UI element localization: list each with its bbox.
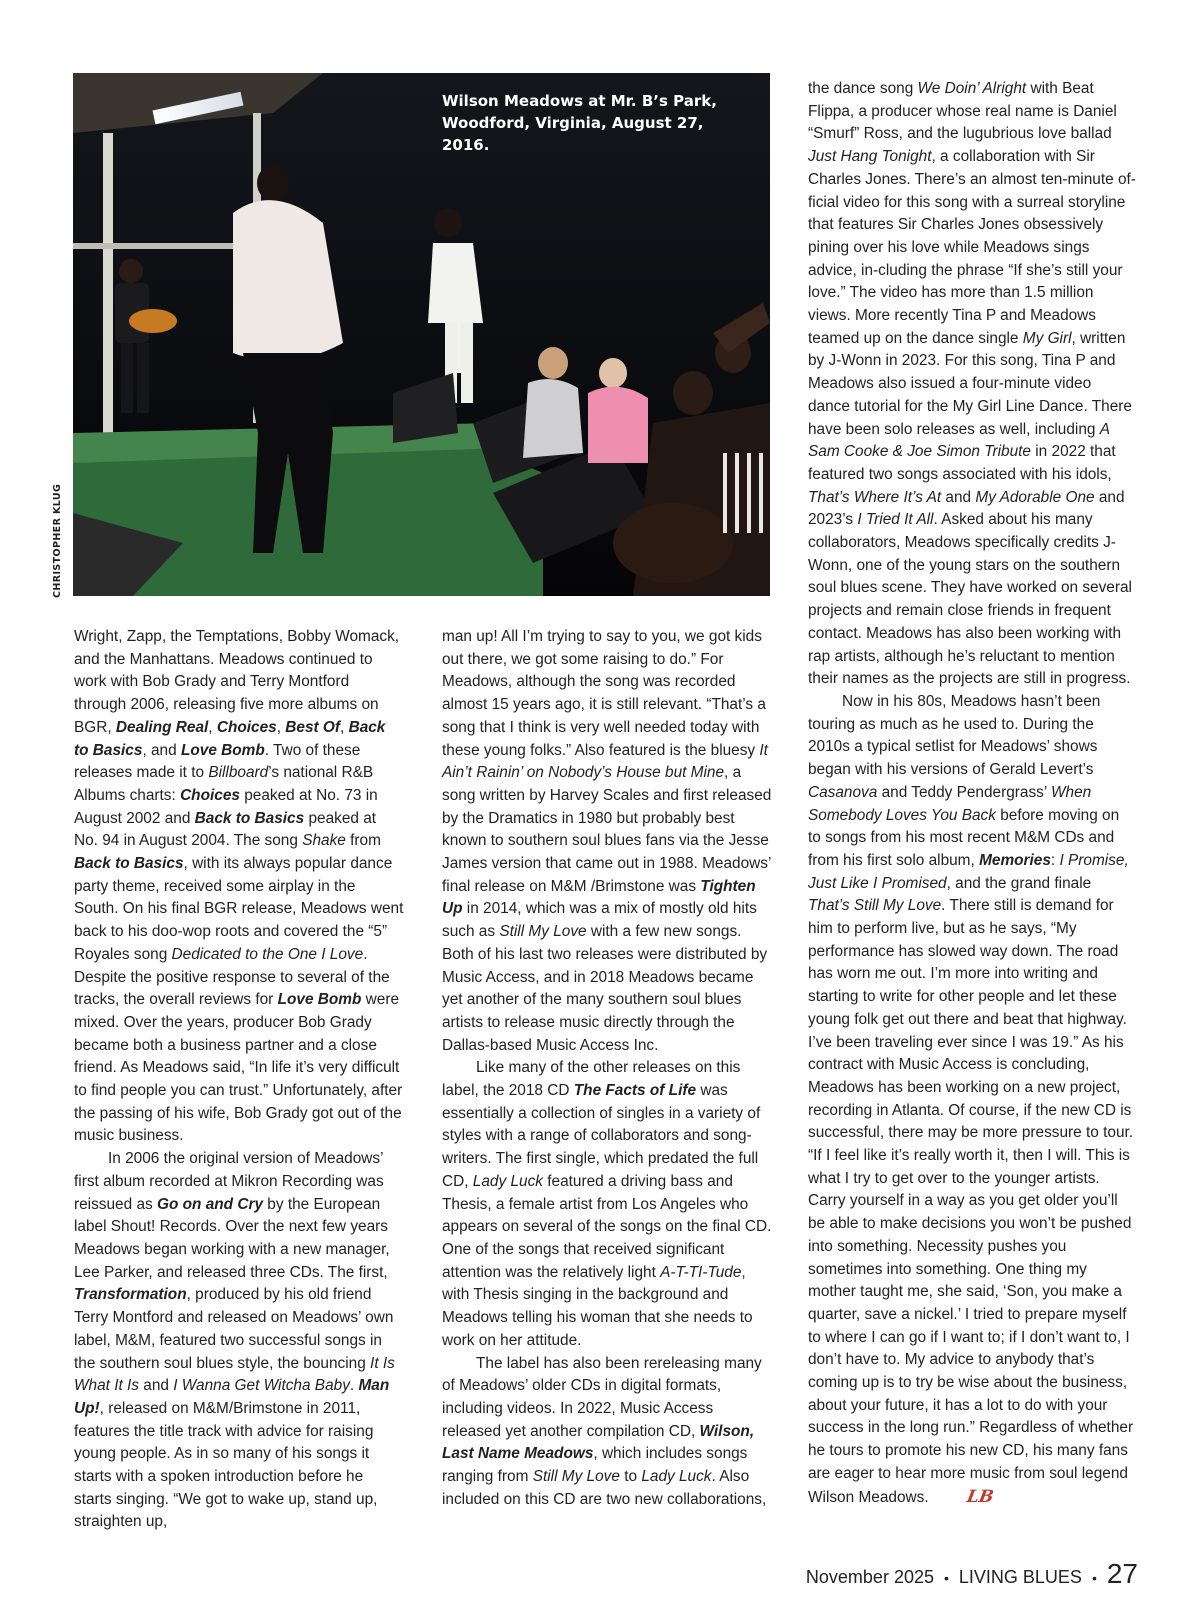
italic-title: Dedicated to the One I Love (171, 945, 364, 963)
text-run: featured a driving bass and Thesis, a female artist from Los Angeles who appears on several of the songs on the final CD. One of the songs that received significant attention was the relatively light (442, 1172, 772, 1281)
paragraph-text (808, 693, 1133, 1506)
text-run: by the European label Shout! Records. Over the next few years Meadows began working with a new manager, Lee Parker, and released three CDs. The first, (74, 1195, 390, 1281)
paragraph (74, 626, 404, 1148)
bold-italic-title: Back to Basics (74, 855, 184, 873)
italic-title: I Promise, Just Like I Promised (808, 851, 1129, 892)
italic-title: Just Hang Tonight (808, 148, 932, 166)
page-footer (806, 1558, 1138, 1590)
paragraph (808, 78, 1136, 691)
paragraph (442, 1353, 772, 1512)
article-column-1 (74, 626, 404, 1534)
bold-italic-title: The Facts of Life (573, 1082, 697, 1100)
text-run: Now in his 80s, Meadows hasn’t been touring as much as he used to. During the 2010s a typical setlist for Meadows’ shows began with his versions of Gerald Levert’s (808, 692, 1101, 779)
text-run: with Beat Flippa, a producer whose real name is Daniel “Smurf” Ross, and the lugubrious love ballad (808, 80, 1117, 143)
separator-bullet: • (943, 1570, 949, 1586)
issue-date: November 2025 (805, 1567, 934, 1587)
bold-italic-title: Memories (979, 851, 1051, 869)
text-run: in 2014, which was a mix of mostly old hits such as (442, 900, 757, 941)
text-run: , with its always popular dance party theme, received some airplay in the South. On his final BGR release, Meadows went back to his doo-wop roots and covered the “5” Royales song (74, 855, 404, 963)
bold-italic-title: Choices (180, 786, 240, 804)
italic-title: My Girl (1022, 329, 1072, 347)
magazine-name: LIVING BLUES (958, 1567, 1082, 1587)
italic-title: We Doin’ Alright (917, 80, 1027, 97)
end-mark-logo: LB (964, 1486, 995, 1507)
text-run: . Two of these releases made it to (74, 741, 361, 782)
article-column-3 (808, 78, 1136, 1509)
text-run: , released on M&M/Brimstone in 2011, features the title track with advice for raising young people. As in so many of his songs it starts with a spoken introduction before he starts singing. “We got to wake up, stand up, straighten up, (74, 1399, 378, 1531)
bold-italic-title: Back to Basics (74, 718, 386, 759)
text-run: . (349, 1377, 359, 1395)
italic-title: A-T-TI-Tude (660, 1263, 742, 1281)
separator-bullet: • (1091, 1570, 1097, 1586)
text-run: , (340, 718, 349, 736)
text-run: , (276, 718, 286, 736)
bold-italic-title: Man Up! (74, 1377, 390, 1417)
text-run: , and the grand finale (946, 874, 1092, 892)
italic-title: When Somebody Loves You Back (808, 783, 1092, 824)
text-run: the dance song (808, 80, 918, 97)
italic-title: Lady Luck (641, 1468, 712, 1486)
bold-italic-title: Transformation (74, 1286, 187, 1304)
bold-italic-title: Best Of (285, 718, 341, 736)
paragraph (442, 626, 772, 1057)
text-run: and 2023’s (808, 488, 1125, 529)
italic-title: Casanova (808, 783, 878, 801)
text-run: , a song written by Harvey Scales and first released by the Dramatics in 1980 but probably best known to southern soul blues fans via the Jesse James version that came out in 1988. Meadows’ final release on M&M /Brimstone was (442, 764, 772, 895)
photo-credit: CHRISTOPHER KLUG (52, 483, 63, 598)
bold-italic-title: Go on and Cry (156, 1195, 264, 1213)
text-run: , written by J-Wonn in 2023. For this song, Tina P and Meadows also issued a four-minute video dance tutorial for the My Girl Line Dance. There have been solo releases as well, including (808, 329, 1132, 438)
italic-title: It Ain’t Rainin’ on Nobody’s House but Mine (442, 741, 768, 782)
italic-title: Still My Love (532, 1468, 620, 1486)
text-run: and (139, 1377, 174, 1395)
text-run: The label has also been rereleasing many of Meadows’ older CDs in digital formats, including videos. In 2022, Music Access released yet another compilation CD, (442, 1354, 762, 1440)
text-run: Like many of the other releases on this label, the 2018 CD (442, 1059, 741, 1100)
text-run: in 2022 that featured two songs associated with his idols, (808, 443, 1116, 483)
bold-italic-title: Love Bomb (277, 991, 362, 1009)
text-run: . There still is demand for him to perform live, but as he says, “My performance has slowed way down. The road has worn me out. I’m more into writing and starting to write for other people and let these young folk get out there and beat that highway. I’ve been traveling ever since I was 19.” As his contract with Music Access is concluding, Meadows has been working on a new project, recording in Atlanta. Of course, if the new CD is successful, there may be more pressure to tour. “If I feel like it’s really worth it, then I will. This is what I try to get over to the younger artists. Carry yourself in a way as you get older you’ll be able to make decisions you won’t be pushed into something. Necessity pushes you sometimes into something. One thing my mother taught me, she said, ‘Son, you make a quarter, save a nickel.’ I tried to prepare myself to where I can go if I want to; if I don’t want to, I don’t have to. My advice to anybody that’s coming up is to try be wise about the business, about your future, it has a lot to do with your success in the long run.” Regardless of whether he tours to promote his new CD, his many fans are eager to hear more music from soul legend Wilson Meadows. (808, 897, 1134, 1506)
italic-title: Billboard (208, 764, 269, 782)
text-run: were mixed. Over the years, producer Bob Grady became both a business partner and a close friend. As Meadows said, “In life it’s very difficult to find people you can trust.” Unfortunately, after the passing of his wife, Bob Grady got out of the music business. (74, 991, 403, 1145)
text-run: before moving on to songs from his most recent M&M CDs and from his first solo album, (808, 806, 1120, 869)
italic-title: I Tried It All (857, 511, 934, 529)
photo-caption: Wilson Meadows at Mr. B’s Park, Woodford, Virginia, August 27, 2016. (442, 92, 717, 154)
text-run: , with Thesis singing in the background and Meadows telling his woman that she needs to work on her attitude. (442, 1263, 753, 1349)
bold-italic-title: Tighten Up (442, 877, 756, 918)
bold-italic-title: Choices (216, 718, 277, 736)
text-run: with a few new songs. Both of his last two releases were distributed by Music Access, and in 2018 Meadows became yet another of the many southern soul blues artists to release music directly through the Dallas-based Music Access Inc. (442, 923, 768, 1054)
page-number: 27 (1106, 1558, 1138, 1589)
text-run: : (1050, 851, 1060, 869)
text-run: to (619, 1468, 642, 1486)
text-run: and Teddy Pendergrass’ (877, 783, 1051, 801)
article-column-2 (442, 626, 772, 1511)
italic-title: That’s Where It’s At (808, 488, 942, 506)
paragraph (74, 1148, 404, 1534)
text-run: was essentially a collection of singles in a variety of styles with a range of collaborators and song-writers. The first single, which predated the full CD, (442, 1082, 761, 1190)
text-run: , a collaboration with Sir Charles Jones. There’s an almost ten-minute of-ficial video for this song with a surreal storyline that features Sir Charles Jones obsessively pining over his love while Meadows sings advice, in-cluding the phrase “If she’s still your love.” The video has more than 1.5 million views. More recently Tina P and Meadows teamed up on the dance single (808, 148, 1136, 347)
bold-italic-title: Wilson, Last Name Meadows (442, 1422, 755, 1463)
italic-title: Shake (302, 832, 346, 850)
text-run: , produced by his old friend Terry Montford and released on Meadows’ own label, M&M, featured two successful songs in the southern soul blues style, the bouncing (74, 1286, 394, 1372)
italic-title: A Sam Cooke & Joe Simon Tribute (808, 420, 1110, 461)
italic-title: It Is What It Is (74, 1354, 395, 1395)
text-run: . Asked about his many collaborators, Meadows specifically credits J-Wonn, one of the young stars on the southern soul blues scene. They have worked on several projects and remain close friends in frequent contact. Meadows has also been working with rap artists, although he’s reluctant to mention their names as the projects are still in progress. (808, 511, 1132, 688)
italic-title: I Wanna Get Witcha Baby (173, 1377, 350, 1395)
text-run: Wright, Zapp, the Temptations, Bobby Womack, and the Manhattans. Meadows continued to work with Bob Grady and Terry Montford through 2006, releasing five more albums on BGR, (74, 628, 400, 736)
bold-italic-title: Back to Basics (194, 809, 305, 827)
paragraph (442, 1057, 772, 1352)
text-run: from (345, 832, 381, 850)
text-run: , (208, 718, 217, 736)
text-run: and (941, 488, 976, 506)
text-run: peaked at No. 73 in August 2002 and (74, 786, 378, 827)
text-run: In 2006 the original version of Meadows’ first album recorded at Mikron Recording was reissued as (74, 1150, 384, 1213)
italic-title: Still My Love (499, 923, 587, 941)
bold-italic-title: Dealing Real (115, 718, 209, 736)
italic-title: That’s Still My Love (808, 897, 942, 915)
text-run: . Also included on this CD are two new collaborations, (442, 1468, 767, 1508)
text-run: . Despite the positive response to several of the tracks, the overall reviews for (74, 945, 390, 1009)
text-run: , and (142, 741, 181, 759)
text-run: man up! All I’m trying to say to you, we got kids out there, we got some raising to do.” For Meadows, although the song was recorded almost 15 years ago, it is still relevant. “That’s a song that I think is very well needed today with these young folks.” Also featured is the bluesy (442, 628, 766, 759)
bold-italic-title: Love Bomb (180, 741, 265, 759)
text-run: , which includes songs ranging from (442, 1445, 748, 1486)
italic-title: My Adorable One (975, 488, 1095, 506)
text-run: ’s national R&B Albums charts: (74, 764, 374, 804)
italic-title: Lady Luck (472, 1172, 543, 1190)
text-run: peaked at No. 94 in August 2004. The song (74, 809, 377, 850)
paragraph (808, 691, 1136, 1509)
